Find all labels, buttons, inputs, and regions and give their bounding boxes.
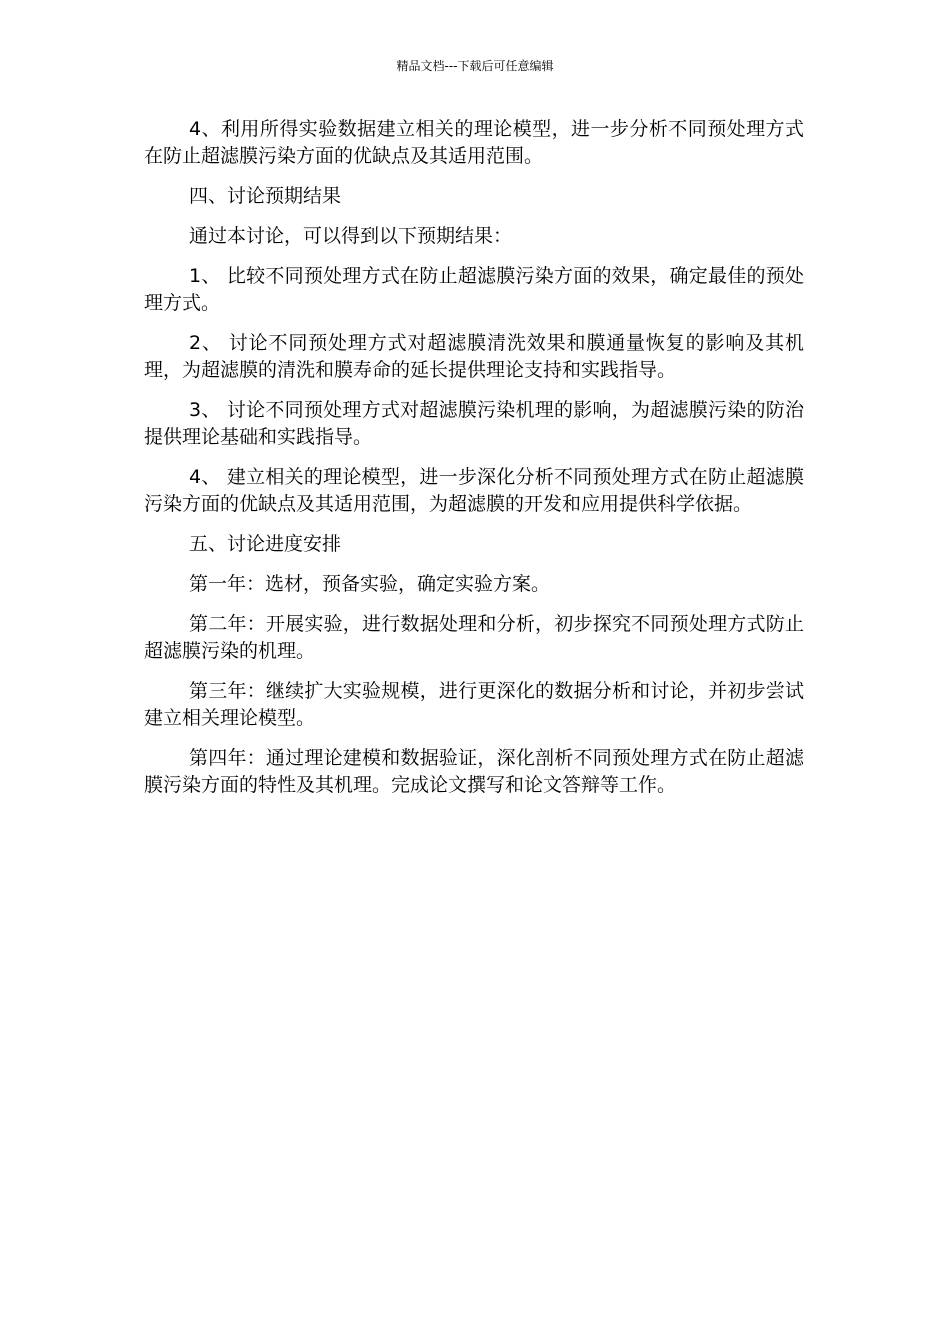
section-heading-schedule: 五、讨论进度安排 xyxy=(189,533,342,555)
result-item-2: 2、 讨论不同预处理方式对超滤膜清洗效果和膜通量恢复的影响及其机理，为超滤膜的清洗和膜寿命的延长提供理论支持和实践指导。 xyxy=(144,332,804,381)
section-heading-expected-results: 四、讨论预期结果 xyxy=(189,185,342,207)
result-item-4: 4、 建立相关的理论模型，进一步深化分析不同预处理方式在防止超滤膜污染方面的优缺点及其适用范围，为超滤膜的开发和应用提供科学依据。 xyxy=(144,466,804,515)
schedule-year-1: 第一年：选材，预备实验，确定实验方案。 xyxy=(189,573,551,595)
schedule-year-2: 第二年：开展实验，进行数据处理和分析，初步探究不同预处理方式防止超滤膜污染的机理。 xyxy=(144,613,804,662)
result-item-1: 1、 比较不同预处理方式在防止超滤膜污染方面的效果，确定最佳的预处理方式。 xyxy=(144,265,804,314)
paragraph-intro-results: 通过本讨论，可以得到以下预期结果： xyxy=(189,225,513,247)
schedule-year-4: 第四年：通过理论建模和数据验证，深化剖析不同预处理方式在防止超滤膜污染方面的特性及其机理。完成论文撰写和论文答辩等工作。 xyxy=(144,747,804,796)
result-item-3: 3、 讨论不同预处理方式对超滤膜污染机理的影响，为超滤膜污染的防治提供理论基础和实践指导。 xyxy=(144,399,804,448)
schedule-year-3: 第三年：继续扩大实验规模，进行更深化的数据分析和讨论，并初步尝试建立相关理论模型。 xyxy=(144,680,804,729)
paragraph-4-theory-model: 4、利用所得实验数据建立相关的理论模型，进一步分析不同预处理方式在防止超滤膜污染方面的优缺点及其适用范围。 xyxy=(144,118,804,167)
document-body xyxy=(144,116,804,812)
page-header: 精品文档---下载后可任意编辑 xyxy=(396,59,554,73)
